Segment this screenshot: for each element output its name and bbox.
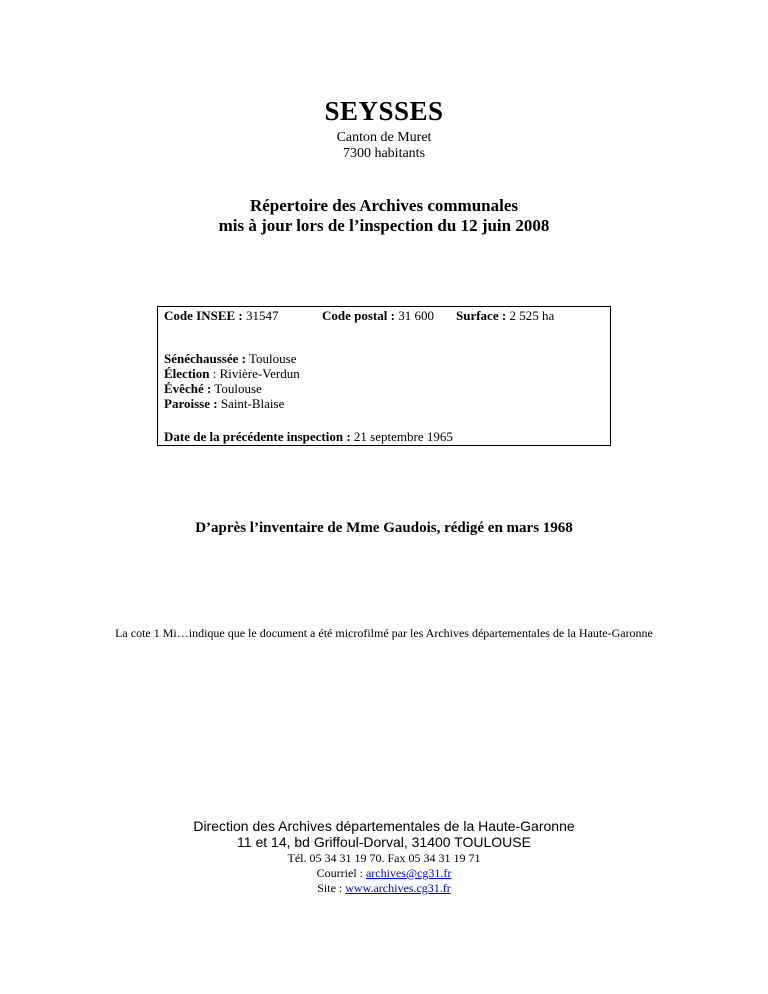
senechaussee-value: Toulouse — [245, 351, 297, 366]
inventory-source-heading: D’après l’inventaire de Mme Gaudois, rédigé en mars 1968 — [195, 520, 573, 536]
population-line: 7300 habitants — [342, 146, 426, 161]
footer-address: 11 et 14, bd Griffoul-Dorval, 31400 TOULOUSE — [237, 834, 531, 850]
senechaussee-label: Sénéchaussée : — [164, 351, 246, 366]
eveche-label: Évêché : — [164, 381, 212, 396]
election — [164, 366, 300, 382]
website-label: Site : — [317, 881, 346, 895]
paroisse — [164, 396, 284, 412]
surface-value: 2 525 ha — [506, 308, 555, 323]
insee-code — [164, 308, 279, 324]
repertoire-heading-line-1: Répertoire des Archives communales — [249, 196, 519, 215]
commune-title: SEYSSES — [324, 96, 444, 126]
paroisse-value: Saint-Blaise — [217, 396, 285, 411]
previous-inspection-value: 21 septembre 1965 — [350, 429, 453, 444]
insee-label: Code INSEE : — [164, 308, 243, 323]
insee-value: 31547 — [242, 308, 279, 323]
footer-direction: Direction des Archives départementales de la Haute-Garonne — [193, 818, 575, 834]
email-label: Courriel : — [316, 866, 366, 880]
postal-code — [322, 308, 434, 324]
website-link[interactable]: www.archives.cg31.fr — [345, 881, 451, 895]
election-value: : Rivière-Verdun — [209, 366, 300, 381]
canton-line: Canton de Muret — [336, 130, 432, 145]
election-label: Élection — [164, 366, 210, 381]
eveche — [164, 381, 262, 397]
footer-website — [0, 881, 768, 896]
postal-value: 31 600 — [394, 308, 434, 323]
senechaussee — [164, 351, 296, 367]
repertoire-heading-line-2: mis à jour lors de l’inspection du 12 juin 2008 — [218, 216, 550, 235]
email-link[interactable]: archives@cg31.fr — [365, 866, 452, 880]
microfilm-note: La cote 1 Mi…indique que le document a été microfilmé par les Archives départementales de la Haute-Garonne — [115, 626, 653, 640]
commune-info-box — [157, 306, 611, 446]
eveche-value: Toulouse — [211, 381, 262, 396]
surface — [456, 308, 554, 324]
postal-label: Code postal : — [322, 308, 395, 323]
previous-inspection-date — [164, 429, 453, 445]
surface-label: Surface : — [456, 308, 507, 323]
previous-inspection-label: Date de la précédente inspection : — [164, 429, 351, 444]
footer-phone-fax: Tél. 05 34 31 19 70. Fax 05 34 31 19 71 — [287, 851, 481, 865]
footer-email — [0, 866, 768, 881]
paroisse-label: Paroisse : — [164, 396, 218, 411]
